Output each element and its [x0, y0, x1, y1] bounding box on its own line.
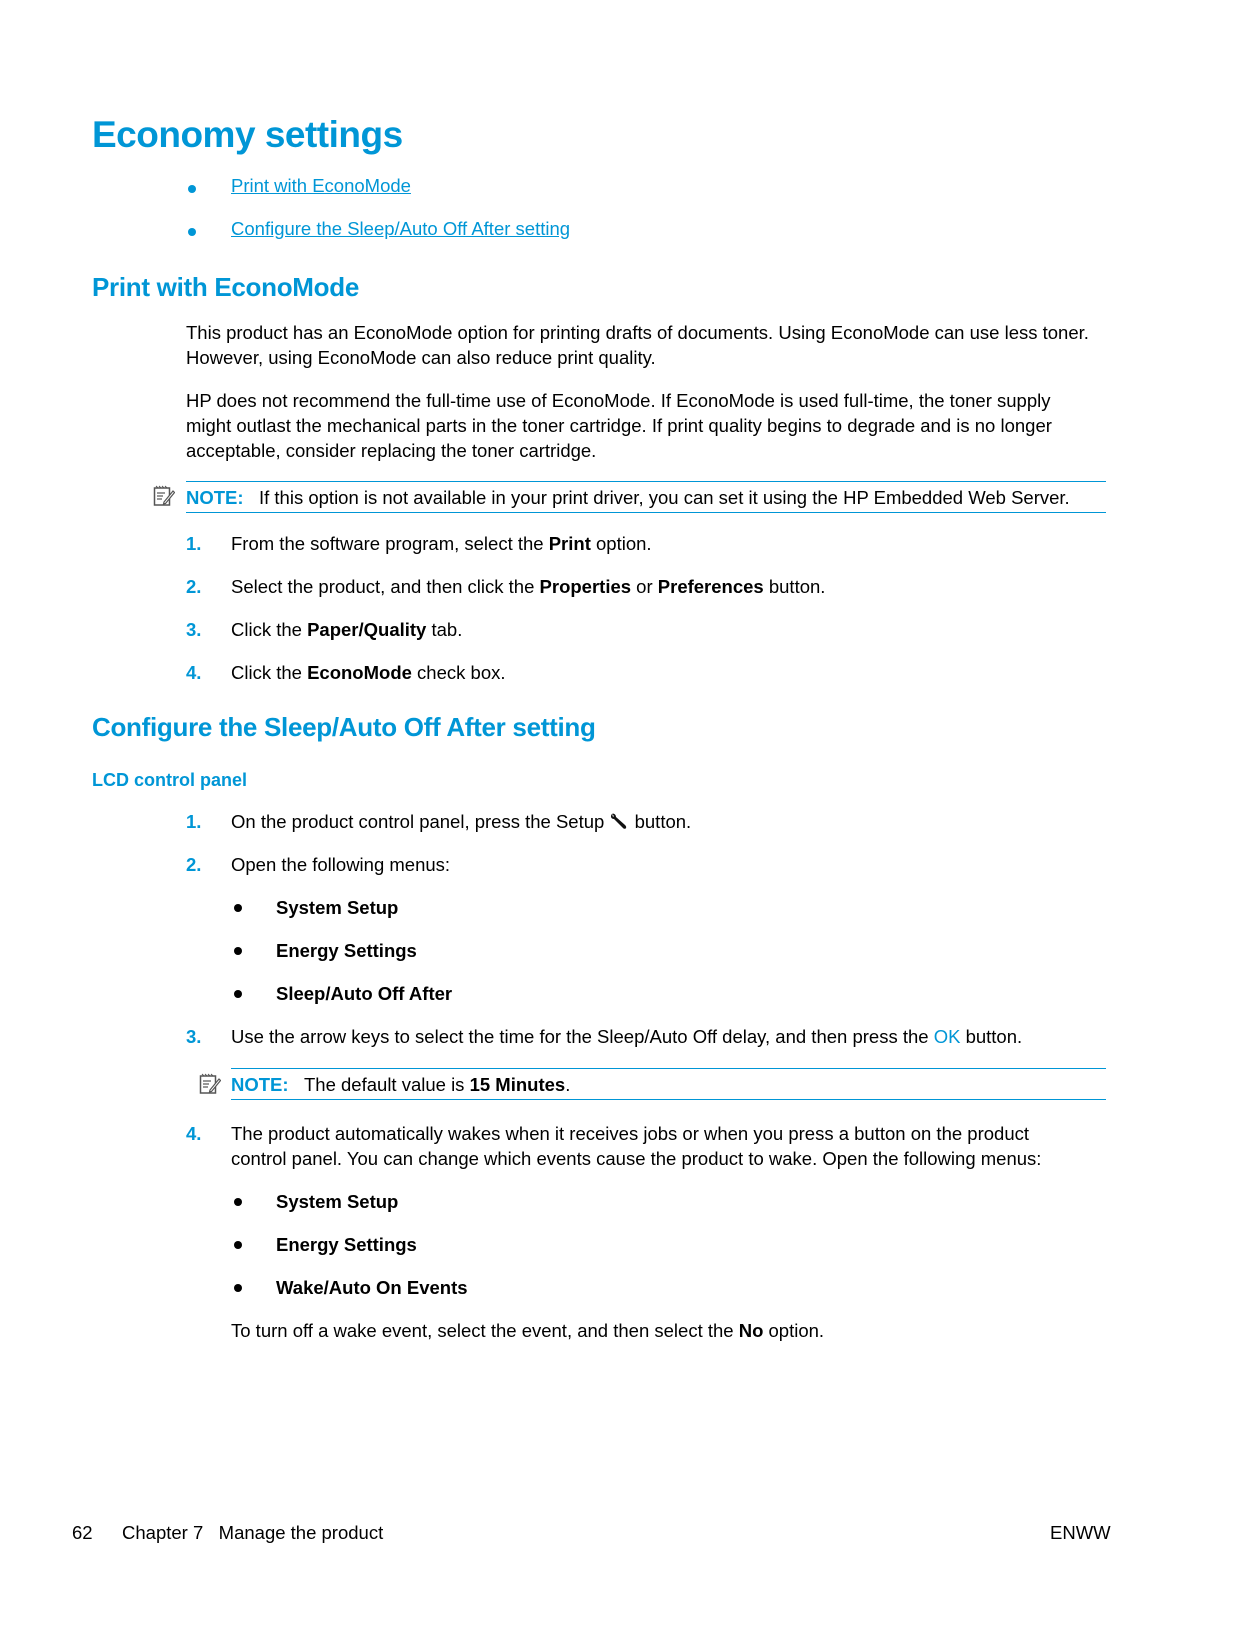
step-text [231, 660, 506, 685]
text: Use the arrow keys to select the time for the Sleep/Auto Off delay, and then press the [231, 1026, 934, 1047]
ok-button-label: OK [933, 1026, 961, 1047]
text: Click the [231, 662, 308, 683]
step-text [231, 531, 652, 556]
text: To turn off a wake event, select the event, and then select the [231, 1320, 739, 1341]
bold-term: Properties [539, 576, 632, 597]
step-number: 1. [186, 811, 202, 832]
note-box [186, 481, 1106, 513]
text-line: This product has an EconoMode option for printing drafts of documents. Using EconoMode can use less toner. [186, 322, 1089, 343]
bullet [234, 904, 242, 912]
bold-term: EconoMode [307, 662, 412, 683]
text: From the software program, select the [231, 533, 549, 554]
text: The default value is [304, 1074, 470, 1095]
menu-item: Sleep/Auto Off After [276, 983, 453, 1004]
bold-term: Print [548, 533, 591, 554]
step-number: 4. [186, 1123, 202, 1144]
menu-item: Energy Settings [276, 1234, 417, 1255]
bullet [234, 1198, 242, 1206]
paragraph [186, 320, 1089, 370]
step-text [231, 574, 825, 599]
text: Select the product, and then click the [231, 576, 540, 597]
text: check box. [411, 662, 506, 683]
page-title: Economy settings [92, 114, 403, 155]
footer-right-label: ENWW [1050, 1522, 1111, 1543]
wrench-icon [609, 812, 629, 830]
note-box [231, 1068, 1106, 1100]
section-heading-sleep-auto-off: Configure the Sleep/Auto Off After setting [92, 712, 596, 742]
bold-term: Paper/Quality [307, 619, 427, 640]
text: On the product control panel, press the Setup [231, 811, 605, 832]
text-line: However, using EconoMode can also reduce print quality. [186, 347, 656, 368]
toc-link-econo-mode[interactable]: Print with EconoMode [231, 175, 411, 196]
note-icon [153, 485, 175, 507]
bullet [234, 1241, 242, 1249]
toc-link-sleep-auto-off[interactable]: Configure the Sleep/Auto Off After setting [231, 218, 571, 239]
bullet [188, 228, 196, 236]
step-text [231, 1318, 824, 1343]
bullet [234, 1284, 242, 1292]
text-line: control panel. You can change which events cause the product to wake. Open the following menus: [231, 1148, 1042, 1169]
text: or [631, 576, 658, 597]
text-line: acceptable, consider replacing the toner cartridge. [186, 440, 597, 461]
text-line: The product automatically wakes when it receives jobs or when you press a button on the product [231, 1123, 1029, 1144]
subheading-lcd-control-panel: LCD control panel [92, 770, 248, 790]
menu-item: System Setup [276, 897, 399, 918]
note-label: NOTE: [186, 487, 244, 508]
step-text [231, 809, 691, 834]
note-text [304, 1072, 570, 1097]
text: button. [634, 811, 692, 832]
step-number: 2. [186, 854, 202, 875]
text: . [565, 1074, 571, 1095]
paragraph [186, 388, 1052, 463]
text: option. [590, 533, 652, 554]
text: button. [763, 576, 826, 597]
text-line: might outlast the mechanical parts in the toner cartridge. If print quality begins to degrade and is no longer [186, 415, 1052, 436]
step-number: 2. [186, 576, 202, 597]
note-icon [199, 1073, 221, 1095]
note-text: If this option is not available in your print driver, you can set it using the HP Embedded Web Server. [259, 487, 1070, 508]
bold-term: 15 Minutes [469, 1074, 566, 1095]
step-number: 3. [186, 1026, 202, 1047]
step-text: Open the following menus: [231, 854, 451, 875]
step-text [231, 1121, 1041, 1171]
menu-item: System Setup [276, 1191, 399, 1212]
menu-item: Energy Settings [276, 940, 417, 961]
step-number: 3. [186, 619, 202, 640]
chapter-title: Chapter 7 Manage the product [122, 1522, 384, 1543]
text: tab. [426, 619, 463, 640]
text: Click the [231, 619, 308, 640]
text: button. [960, 1026, 1023, 1047]
page-number: 62 [72, 1522, 93, 1543]
bold-term: No [738, 1320, 764, 1341]
bold-term: Preferences [657, 576, 764, 597]
step-text [231, 1024, 1022, 1049]
text-line: HP does not recommend the full-time use of EconoMode. If EconoMode is used full-time, the toner supply [186, 390, 1051, 411]
text: option. [763, 1320, 825, 1341]
section-heading-econo-mode: Print with EconoMode [92, 272, 359, 302]
step-number: 4. [186, 662, 202, 683]
step-number: 1. [186, 533, 202, 554]
bullet [234, 947, 242, 955]
menu-item: Wake/Auto On Events [276, 1277, 468, 1298]
note-label: NOTE: [231, 1074, 289, 1095]
step-text [231, 617, 462, 642]
bullet [234, 990, 242, 998]
bullet [188, 185, 196, 193]
